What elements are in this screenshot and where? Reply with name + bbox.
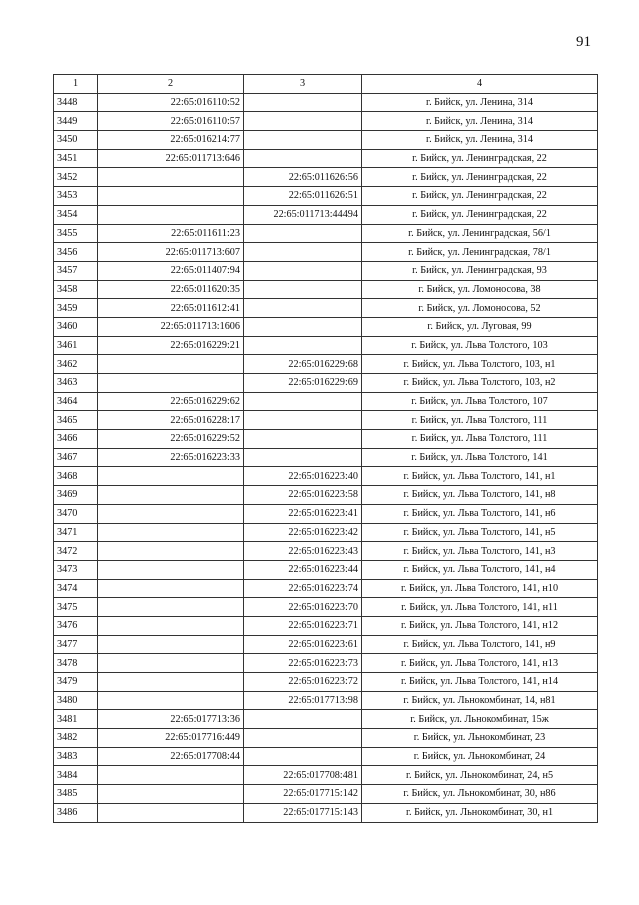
table-row	[54, 280, 598, 299]
address: г. Бийск, ул. Ленинградская, 22	[362, 149, 598, 168]
cadastral-number-alt	[244, 317, 362, 336]
cadastral-number	[98, 187, 244, 206]
table-row	[54, 691, 598, 710]
address: г. Бийск, ул. Ленинградская, 22	[362, 168, 598, 187]
row-number: 3457	[54, 261, 98, 280]
row-number: 3458	[54, 280, 98, 299]
cadastral-number-alt	[244, 392, 362, 411]
column-header: 2	[98, 75, 244, 94]
address: г. Бийск, ул. Льнокомбинат, 23	[362, 729, 598, 748]
cadastral-number	[98, 635, 244, 654]
cadastral-number: 22:65:016229:52	[98, 430, 244, 449]
row-number: 3463	[54, 374, 98, 393]
table-row	[54, 654, 598, 673]
cadastral-number	[98, 766, 244, 785]
table-row	[54, 336, 598, 355]
cadastral-number: 22:65:016214:77	[98, 131, 244, 150]
table-row	[54, 560, 598, 579]
table-row	[54, 448, 598, 467]
cadastral-number	[98, 560, 244, 579]
cadastral-number	[98, 486, 244, 505]
row-number: 3480	[54, 691, 98, 710]
row-number: 3472	[54, 542, 98, 561]
address: г. Бийск, ул. Льнокомбинат, 24, н5	[362, 766, 598, 785]
cadastral-number: 22:65:011620:35	[98, 280, 244, 299]
row-number: 3459	[54, 299, 98, 318]
cadastral-number-alt: 22:65:016223:42	[244, 523, 362, 542]
address: г. Бийск, ул. Льва Толстого, 103	[362, 336, 598, 355]
row-number: 3474	[54, 579, 98, 598]
row-number: 3454	[54, 205, 98, 224]
row-number: 3470	[54, 504, 98, 523]
cadastral-number-alt	[244, 261, 362, 280]
cadastral-number-alt: 22:65:016223:70	[244, 598, 362, 617]
address: г. Бийск, ул. Ломоносова, 38	[362, 280, 598, 299]
cadastral-number-alt: 22:65:016229:68	[244, 355, 362, 374]
row-number: 3455	[54, 224, 98, 243]
row-number: 3466	[54, 430, 98, 449]
address: г. Бийск, ул. Льва Толстого, 141, н14	[362, 673, 598, 692]
cadastral-number-alt: 22:65:016223:72	[244, 673, 362, 692]
table-row	[54, 766, 598, 785]
cadastral-number-alt: 22:65:016223:61	[244, 635, 362, 654]
table-body	[54, 93, 598, 822]
address: г. Бийск, ул. Льва Толстого, 141, н12	[362, 616, 598, 635]
cadastral-number: 22:65:011612:41	[98, 299, 244, 318]
row-number: 3473	[54, 560, 98, 579]
address: г. Бийск, ул. Льва Толстого, 141, н4	[362, 560, 598, 579]
cadastral-number	[98, 374, 244, 393]
cadastral-number: 22:65:016110:57	[98, 112, 244, 131]
row-number: 3461	[54, 336, 98, 355]
cadastral-number-alt	[244, 336, 362, 355]
table-row	[54, 579, 598, 598]
table-row	[54, 710, 598, 729]
cadastral-number	[98, 616, 244, 635]
row-number: 3450	[54, 131, 98, 150]
table-row	[54, 149, 598, 168]
address: г. Бийск, ул. Льва Толстого, 141, н3	[362, 542, 598, 561]
cadastral-number	[98, 654, 244, 673]
table-row	[54, 112, 598, 131]
cadastral-number-alt	[244, 448, 362, 467]
table-row	[54, 635, 598, 654]
table-row	[54, 747, 598, 766]
row-number: 3485	[54, 785, 98, 804]
cadastral-number	[98, 785, 244, 804]
table-header-row	[54, 75, 598, 94]
address: г. Бийск, ул. Льва Толстого, 141, н5	[362, 523, 598, 542]
address: г. Бийск, ул. Ленинградская, 93	[362, 261, 598, 280]
address: г. Бийск, ул. Льнокомбинат, 30, н86	[362, 785, 598, 804]
row-number: 3448	[54, 93, 98, 112]
row-number: 3456	[54, 243, 98, 262]
cadastral-number	[98, 205, 244, 224]
cadastral-number: 22:65:017708:44	[98, 747, 244, 766]
address: г. Бийск, ул. Ленина, 314	[362, 93, 598, 112]
cadastral-number: 22:65:011713:646	[98, 149, 244, 168]
cadastral-number-alt: 22:65:017715:143	[244, 803, 362, 822]
address: г. Бийск, ул. Льва Толстого, 111	[362, 430, 598, 449]
table-row	[54, 673, 598, 692]
address: г. Бийск, ул. Ленина, 314	[362, 112, 598, 131]
cadastral-number-alt: 22:65:016229:69	[244, 374, 362, 393]
cadastral-number	[98, 504, 244, 523]
cadastral-number	[98, 691, 244, 710]
cadastral-number-alt	[244, 299, 362, 318]
table-row	[54, 299, 598, 318]
address: г. Бийск, ул. Льва Толстого, 141, н13	[362, 654, 598, 673]
table-row	[54, 467, 598, 486]
table-row	[54, 542, 598, 561]
address: г. Бийск, ул. Ленинградская, 22	[362, 205, 598, 224]
cadastral-number-alt: 22:65:011626:51	[244, 187, 362, 206]
row-number: 3449	[54, 112, 98, 131]
cadastral-number-alt	[244, 430, 362, 449]
table-row	[54, 224, 598, 243]
cadastral-number	[98, 168, 244, 187]
table-row	[54, 374, 598, 393]
table-row	[54, 486, 598, 505]
table-row	[54, 243, 598, 262]
row-number: 3467	[54, 448, 98, 467]
table-row	[54, 430, 598, 449]
table-row	[54, 616, 598, 635]
cadastral-number: 22:65:016223:33	[98, 448, 244, 467]
cadastral-number-alt	[244, 131, 362, 150]
cadastral-number	[98, 598, 244, 617]
row-number: 3481	[54, 710, 98, 729]
cadastral-number-alt: 22:65:016223:40	[244, 467, 362, 486]
cadastral-number-alt	[244, 710, 362, 729]
cadastral-number-alt	[244, 280, 362, 299]
address: г. Бийск, ул. Льва Толстого, 141, н10	[362, 579, 598, 598]
column-header: 1	[54, 75, 98, 94]
row-number: 3482	[54, 729, 98, 748]
table-row	[54, 785, 598, 804]
cadastral-number	[98, 523, 244, 542]
address: г. Бийск, ул. Льнокомбинат, 24	[362, 747, 598, 766]
cadastral-number-alt: 22:65:011626:56	[244, 168, 362, 187]
cadastral-number-alt: 22:65:017708:481	[244, 766, 362, 785]
row-number: 3484	[54, 766, 98, 785]
address: г. Бийск, ул. Льва Толстого, 141	[362, 448, 598, 467]
cadastral-number: 22:65:011611:23	[98, 224, 244, 243]
cadastral-number-alt	[244, 224, 362, 243]
row-number: 3475	[54, 598, 98, 617]
address: г. Бийск, ул. Льва Толстого, 141, н11	[362, 598, 598, 617]
table-row	[54, 187, 598, 206]
row-number: 3465	[54, 411, 98, 430]
row-number: 3451	[54, 149, 98, 168]
row-number: 3479	[54, 673, 98, 692]
address: г. Бийск, ул. Ленинградская, 78/1	[362, 243, 598, 262]
row-number: 3476	[54, 616, 98, 635]
cadastral-number-alt: 22:65:017715:142	[244, 785, 362, 804]
cadastral-number-alt	[244, 747, 362, 766]
row-number: 3486	[54, 803, 98, 822]
address: г. Бийск, ул. Льва Толстого, 141, н6	[362, 504, 598, 523]
cadastral-number-alt: 22:65:016223:41	[244, 504, 362, 523]
cadastral-number	[98, 673, 244, 692]
row-number: 3468	[54, 467, 98, 486]
address: г. Бийск, ул. Ленинградская, 56/1	[362, 224, 598, 243]
cadastral-number: 22:65:011407:94	[98, 261, 244, 280]
table-row	[54, 392, 598, 411]
cadastral-number-alt	[244, 93, 362, 112]
cadastral-number-alt	[244, 112, 362, 131]
cadastral-number: 22:65:011713:1606	[98, 317, 244, 336]
cadastral-number: 22:65:016229:62	[98, 392, 244, 411]
table-row	[54, 168, 598, 187]
row-number: 3453	[54, 187, 98, 206]
address: г. Бийск, ул. Льва Толстого, 111	[362, 411, 598, 430]
cadastral-number-alt: 22:65:016223:58	[244, 486, 362, 505]
table-row	[54, 261, 598, 280]
table-row	[54, 411, 598, 430]
address: г. Бийск, ул. Льнокомбинат, 30, н1	[362, 803, 598, 822]
row-number: 3460	[54, 317, 98, 336]
row-number: 3464	[54, 392, 98, 411]
cadastral-number	[98, 355, 244, 374]
column-header: 3	[244, 75, 362, 94]
cadastral-number: 22:65:011713:607	[98, 243, 244, 262]
address: г. Бийск, ул. Ленинградская, 22	[362, 187, 598, 206]
cadastral-number	[98, 467, 244, 486]
cadastral-number-alt: 22:65:016223:43	[244, 542, 362, 561]
cadastral-number: 22:65:016228:17	[98, 411, 244, 430]
cadastral-number-alt	[244, 149, 362, 168]
address: г. Бийск, ул. Ломоносова, 52	[362, 299, 598, 318]
address: г. Бийск, ул. Льва Толстого, 103, н2	[362, 374, 598, 393]
address: г. Бийск, ул. Льва Толстого, 103, н1	[362, 355, 598, 374]
row-number: 3462	[54, 355, 98, 374]
row-number: 3477	[54, 635, 98, 654]
registry-table	[53, 74, 598, 823]
cadastral-number-alt: 22:65:016223:71	[244, 616, 362, 635]
row-number: 3471	[54, 523, 98, 542]
row-number: 3452	[54, 168, 98, 187]
table-row	[54, 355, 598, 374]
table-row	[54, 317, 598, 336]
cadastral-number-alt: 22:65:011713:44494	[244, 205, 362, 224]
cadastral-number: 22:65:016110:52	[98, 93, 244, 112]
table-row	[54, 729, 598, 748]
address: г. Бийск, ул. Льнокомбинат, 14, н81	[362, 691, 598, 710]
cadastral-number-alt	[244, 243, 362, 262]
address: г. Бийск, ул. Льва Толстого, 141, н9	[362, 635, 598, 654]
address: г. Бийск, ул. Льва Толстого, 141, н1	[362, 467, 598, 486]
cadastral-number	[98, 579, 244, 598]
table-row	[54, 205, 598, 224]
table-row	[54, 598, 598, 617]
cadastral-number-alt: 22:65:017713:98	[244, 691, 362, 710]
row-number: 3478	[54, 654, 98, 673]
cadastral-number	[98, 542, 244, 561]
table-row	[54, 803, 598, 822]
table-row	[54, 93, 598, 112]
address: г. Бийск, ул. Льва Толстого, 107	[362, 392, 598, 411]
cadastral-number-alt: 22:65:016223:44	[244, 560, 362, 579]
table-row	[54, 131, 598, 150]
table-row	[54, 523, 598, 542]
row-number: 3483	[54, 747, 98, 766]
cadastral-number: 22:65:017716:449	[98, 729, 244, 748]
cadastral-number: 22:65:017713:36	[98, 710, 244, 729]
cadastral-number-alt: 22:65:016223:73	[244, 654, 362, 673]
address: г. Бийск, ул. Льва Толстого, 141, н8	[362, 486, 598, 505]
address: г. Бийск, ул. Луговая, 99	[362, 317, 598, 336]
row-number: 3469	[54, 486, 98, 505]
column-header: 4	[362, 75, 598, 94]
cadastral-number-alt	[244, 411, 362, 430]
cadastral-number: 22:65:016229:21	[98, 336, 244, 355]
page-number: 91	[576, 34, 591, 50]
address: г. Бийск, ул. Льнокомбинат, 15ж	[362, 710, 598, 729]
table-row	[54, 504, 598, 523]
cadastral-number	[98, 803, 244, 822]
address: г. Бийск, ул. Ленина, 314	[362, 131, 598, 150]
cadastral-number-alt	[244, 729, 362, 748]
cadastral-number-alt: 22:65:016223:74	[244, 579, 362, 598]
